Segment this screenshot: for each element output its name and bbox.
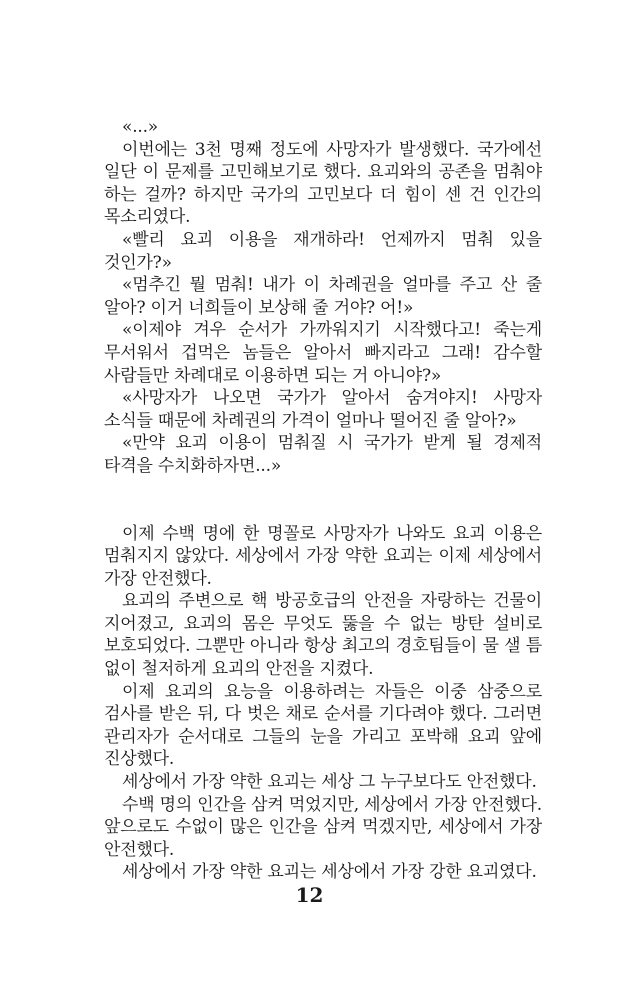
- paragraph: 이제 요괴의 요능을 이용하려는 자들은 이중 삼중으로 검사를 받은 뒤, 다 벗은 채로 순서를 기다려야 했다. 그러면 관리자가 순서대로 그들의 눈을 가리고 포박해 요괴 앞에 진상했다.: [104, 681, 542, 770]
- paragraph: 요괴의 주변으로 핵 방공호급의 안전을 자랑하는 건물이 지어졌고, 요괴의 몸은 무엇도 뚫을 수 없는 방탄 설비로 보호되었다. 그뿐만 아니라 항상 최고의 경호팀들이 물 샐 틈 없이 철저하게 요괴의 안전을 지켰다.: [104, 591, 543, 680]
- paragraph: 이제 수백 명에 한 명꼴로 사망자가 나와도 요괴 이용은 멈춰지지 않았다. 세상에서 가장 약한 요괴는 이제 세상에서 가장 안전했다.: [104, 523, 542, 589]
- dialogue-line: «빨리 요괴 이용을 재개하라! 언제까지 멈춰 있을 것인가?»: [104, 229, 542, 273]
- dialogue-line: «사망자가 나오면 국가가 알아서 숨겨야지! 사망자 소식들 때문에 차례권의 가격이 얼마나 떨어진 줄 알아?»: [104, 388, 542, 431]
- dialogue-line: «만약 요괴 이용이 멈춰질 시 국가가 받게 될 경제적 타격을 수치화하자면...»: [104, 433, 542, 476]
- section-break: [104, 478, 542, 523]
- dialogue-line: «이제야 겨우 순서가 가까워지기 시작했다고! 죽는게 무서워서 겁먹은 놈들은 알아서 빠지라고 그래! 감수할 사람들만 차례대로 이용하면 되는 거 아니야?»: [104, 320, 542, 386]
- paragraph: 세상에서 가장 약한 요괴는 세상에서 가장 강한 요괴였다.: [122, 862, 537, 883]
- page-number: 12: [295, 883, 324, 907]
- paragraph: 이번에는 3천 명째 정도에 사망자가 발생했다. 국가에선 일단 이 문제를 고민해보기로 했다. 요괴와의 공존을 멈춰야 하는 걸까? 하지만 국가의 고민보다 더 힘이 센 건 인간의 목소리였다.: [104, 139, 542, 228]
- paragraph: «...»: [122, 117, 159, 137]
- dialogue-line: «멈추긴 뭘 멈춰! 내가 이 차례권을 얼마를 주고 산 줄 알아? 이거 너희들이 보상해 줄 거야? 어!»: [104, 275, 542, 318]
- page-body: [104, 116, 542, 884]
- paragraph: 세상에서 가장 약한 요괴는 세상 그 누구보다도 안전했다.: [122, 772, 537, 793]
- paragraph: 수백 명의 인간을 삼켜 먹었지만, 세상에서 가장 안전했다. 앞으로도 수없이 많은 인간을 삼켜 먹겠지만, 세상에서 가장 안전했다.: [104, 794, 542, 860]
